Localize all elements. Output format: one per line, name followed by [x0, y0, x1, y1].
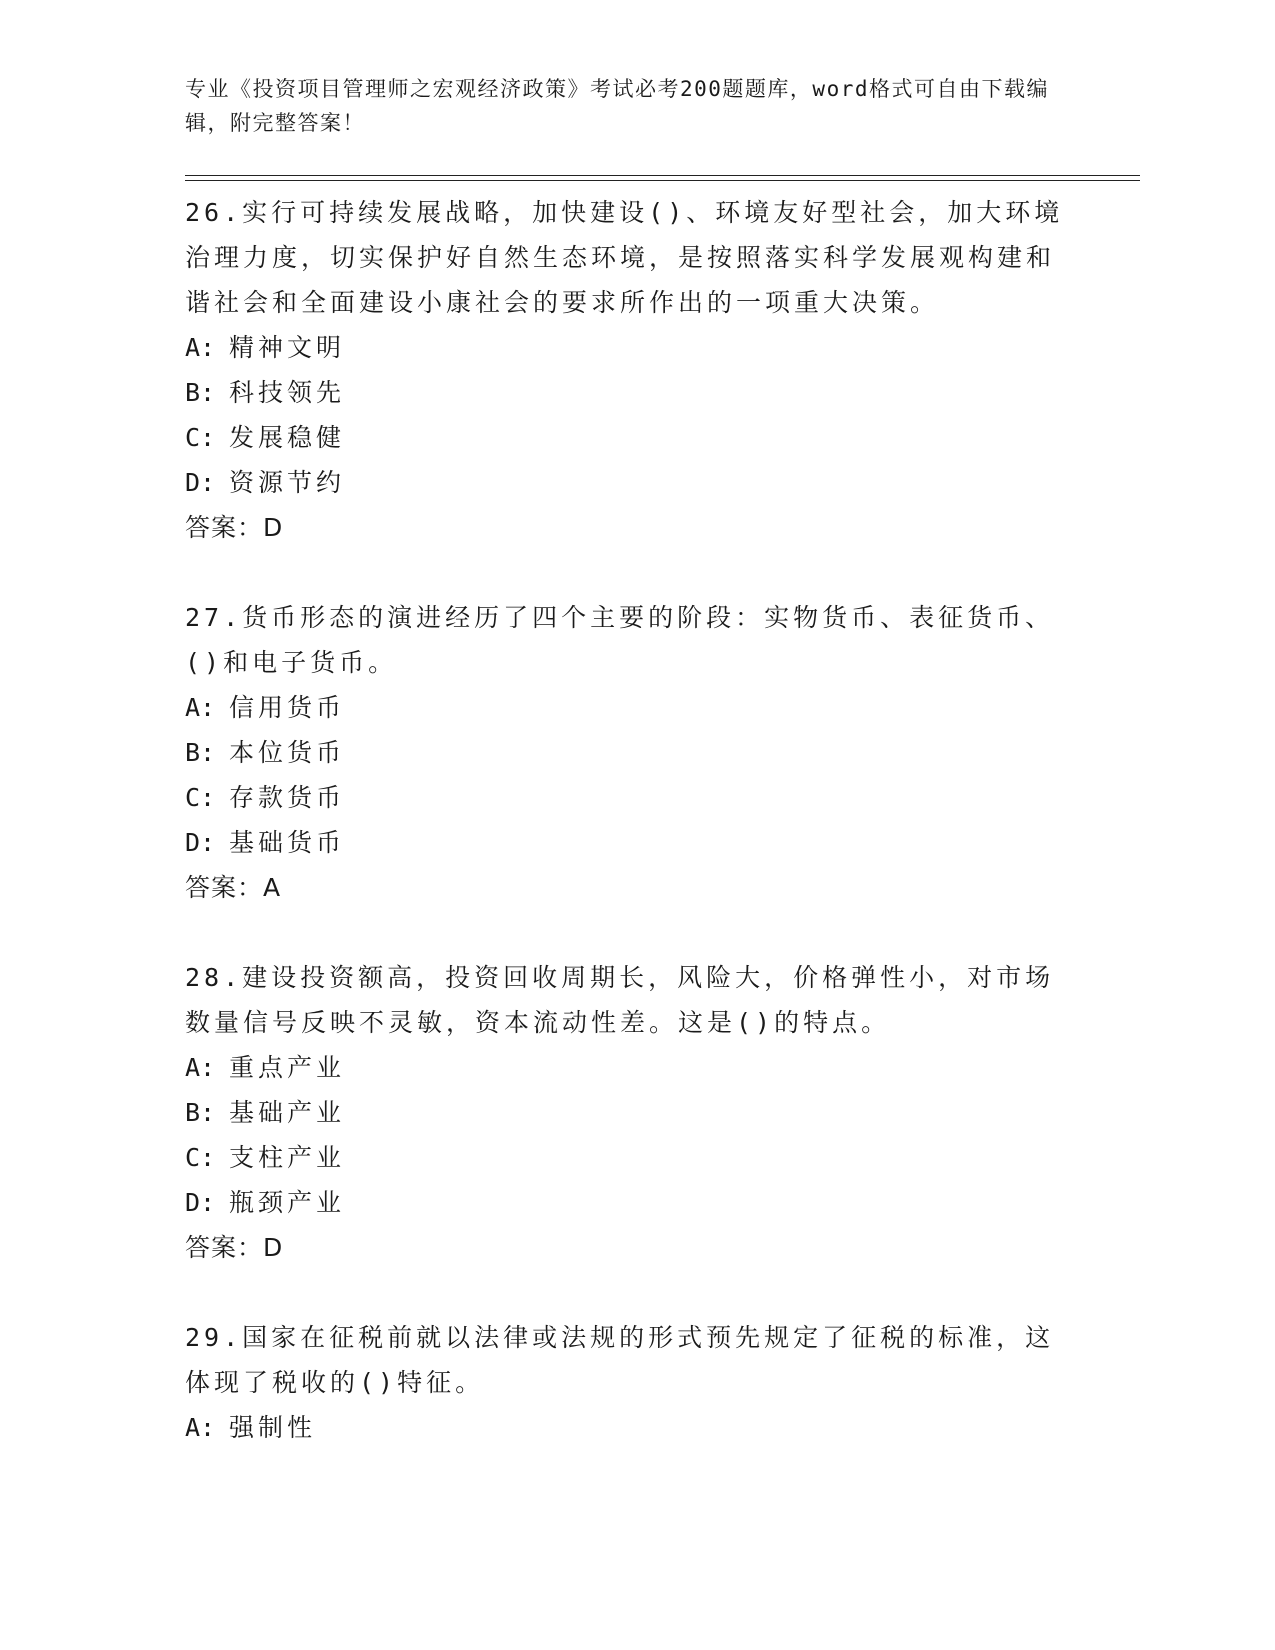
question-item — [185, 595, 1065, 910]
option-letter: C: — [185, 1143, 216, 1172]
question-text: 建设投资额高，投资回收周期长，风险大，价格弹性小，对市场数量信号反映不灵敏，资本流动性差。这是()的特点。 — [185, 963, 1055, 1037]
question-text: 实行可持续发展战略，加快建设()、环境友好型社会，加大环境治理力度，切实保护好自然生态环境，是按照落实科学发展观构建和谐社会和全面建设小康社会的要求所作出的一项重大决策。 — [185, 198, 1064, 317]
option-c — [185, 1135, 1065, 1180]
question-number: 27. — [185, 603, 243, 632]
option-text: 信用货币 — [229, 693, 346, 722]
option-text: 重点产业 — [229, 1053, 346, 1082]
option-text: 强制性 — [229, 1413, 317, 1442]
option-c — [185, 775, 1065, 820]
option-a — [185, 1405, 1065, 1450]
option-letter: A: — [185, 333, 216, 362]
option-text: 精神文明 — [229, 333, 346, 362]
document-header: 专业《投资项目管理师之宏观经济政策》考试必考200题题库，word格式可自由下载编辑，附完整答案！ — [185, 77, 1049, 135]
question-stem — [185, 955, 1065, 1045]
question-list — [185, 190, 1065, 1495]
question-text: 国家在征税前就以法律或法规的形式预先规定了征税的标准，这体现了税收的()特征。 — [185, 1323, 1055, 1397]
option-letter: D: — [185, 828, 216, 857]
option-text: 存款货币 — [229, 783, 346, 812]
option-text: 瓶颈产业 — [229, 1188, 346, 1217]
question-number: 29. — [185, 1323, 243, 1352]
option-text: 支柱产业 — [229, 1143, 346, 1172]
option-letter: C: — [185, 423, 216, 452]
option-text: 本位货币 — [229, 738, 346, 767]
option-text: 基础货币 — [229, 828, 346, 857]
option-d — [185, 820, 1065, 865]
option-d — [185, 460, 1065, 505]
option-a — [185, 1045, 1065, 1090]
option-b — [185, 730, 1065, 775]
header-divider-bottom — [185, 180, 1140, 181]
option-a — [185, 685, 1065, 730]
question-item — [185, 955, 1065, 1270]
question-stem — [185, 1315, 1065, 1405]
option-text: 发展稳健 — [229, 423, 346, 452]
question-item — [185, 190, 1065, 550]
answer-line: 答案：D — [185, 1233, 284, 1262]
option-c — [185, 415, 1065, 460]
option-letter: D: — [185, 468, 216, 497]
option-letter: B: — [185, 1098, 216, 1127]
option-text: 资源节约 — [229, 468, 346, 497]
question-text: 货币形态的演进经历了四个主要的阶段：实物货币、表征货币、()和电子货币。 — [185, 603, 1055, 677]
option-b — [185, 370, 1065, 415]
option-text: 基础产业 — [229, 1098, 346, 1127]
question-stem — [185, 595, 1065, 685]
question-item — [185, 1315, 1065, 1450]
answer-line: 答案：D — [185, 513, 284, 542]
option-letter: A: — [185, 693, 216, 722]
option-letter: B: — [185, 738, 216, 767]
option-d — [185, 1180, 1065, 1225]
option-b — [185, 1090, 1065, 1135]
question-number: 28. — [185, 963, 243, 992]
option-letter: A: — [185, 1413, 216, 1442]
header-divider-top — [185, 175, 1140, 176]
option-letter: D: — [185, 1188, 216, 1217]
question-stem — [185, 190, 1065, 325]
option-letter: B: — [185, 378, 216, 407]
option-letter: C: — [185, 783, 216, 812]
answer-line: 答案：A — [185, 873, 282, 902]
option-text: 科技领先 — [229, 378, 346, 407]
option-a — [185, 325, 1065, 370]
option-letter: A: — [185, 1053, 216, 1082]
question-number: 26. — [185, 198, 243, 227]
